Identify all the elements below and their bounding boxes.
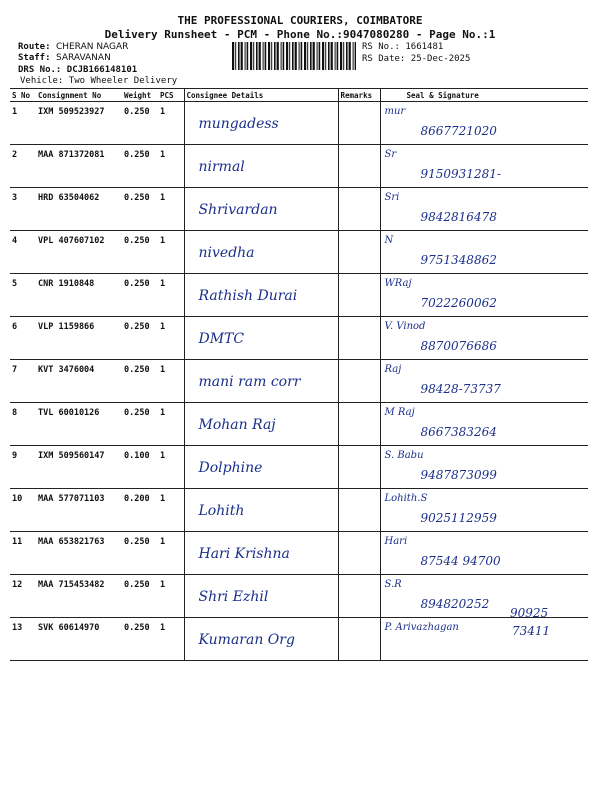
route-value: CHERAN NAGAR <box>55 42 129 52</box>
barcode-bar <box>286 42 288 70</box>
consignment-cell: VLP 1159866 <box>36 317 122 360</box>
consignee-cell <box>184 618 338 661</box>
consignee-name: Lohith <box>198 503 245 519</box>
pcs-cell: 1 <box>158 360 184 403</box>
signature-cell <box>380 145 588 188</box>
table-row <box>10 446 588 489</box>
consignee-name: Hari Krishna <box>198 546 290 562</box>
barcode-bar <box>343 42 344 70</box>
receiver-phone: 9150931281- <box>420 167 501 181</box>
barcode-bar <box>353 42 354 70</box>
remarks-cell <box>338 575 380 618</box>
barcode-bar <box>263 42 264 70</box>
signature-cell <box>380 274 588 317</box>
receiver-phone: 8870076686 <box>420 339 497 353</box>
consignee-name: nirmal <box>198 159 245 175</box>
consignee-cell <box>184 575 338 618</box>
pcs-cell: 1 <box>158 575 184 618</box>
signature: WRaj <box>384 278 412 289</box>
consignee-cell <box>184 102 338 145</box>
consignment-cell: MAA 715453482 <box>36 575 122 618</box>
barcode-bar <box>241 42 243 70</box>
barcode-bar <box>232 42 234 70</box>
barcode-bar <box>253 42 254 70</box>
barcode-bar <box>299 42 300 70</box>
receiver-phone: 9025112959 <box>420 511 497 525</box>
signature-cell <box>380 231 588 274</box>
remarks-cell <box>338 231 380 274</box>
barcode-bar <box>304 42 306 70</box>
rs-date-value: 25-Dec-2025 <box>410 54 471 64</box>
remarks-cell <box>338 489 380 532</box>
barcode-bar <box>238 42 240 70</box>
barcode-bar <box>337 42 339 70</box>
receiver-phone: 8667383264 <box>420 425 497 439</box>
remarks-cell <box>338 532 380 575</box>
sno-cell: 11 <box>10 532 36 575</box>
row13-note-2: 73411 <box>512 624 551 638</box>
consignment-cell: IXM 509523927 <box>36 102 122 145</box>
remarks-cell <box>338 403 380 446</box>
col-header-weight: Weight <box>122 89 158 102</box>
table-row <box>10 360 588 403</box>
barcode-bar <box>259 42 261 70</box>
remarks-cell <box>338 188 380 231</box>
weight-cell: 0.250 <box>122 575 158 618</box>
sno-cell: 2 <box>10 145 36 188</box>
barcode-bar <box>313 42 315 70</box>
receiver-phone: 894820252 <box>420 597 490 611</box>
consignment-cell: CNR 1910848 <box>36 274 122 317</box>
sno-cell: 13 <box>10 618 36 661</box>
barcode-bar <box>245 42 246 70</box>
col-header-sno: S No <box>10 89 36 102</box>
weight-cell: 0.200 <box>122 489 158 532</box>
barcode-bar <box>274 42 276 70</box>
receiver-phone: 98428-73737 <box>420 382 501 396</box>
col-header-remarks: Remarks <box>338 89 380 102</box>
signature: Sri <box>384 192 400 203</box>
table-row <box>10 403 588 446</box>
barcode-bar <box>335 42 336 70</box>
table-row <box>10 188 588 231</box>
barcode-bar <box>310 42 312 70</box>
signature-cell <box>380 188 588 231</box>
barcode-bar <box>355 42 356 70</box>
table-row <box>10 532 588 575</box>
signature-cell <box>380 618 588 661</box>
weight-cell: 0.250 <box>122 102 158 145</box>
remarks-cell <box>338 145 380 188</box>
pcs-cell: 1 <box>158 145 184 188</box>
pcs-cell: 1 <box>158 532 184 575</box>
barcode-bar <box>325 42 326 70</box>
barcode-bar <box>265 42 267 70</box>
barcode-bar <box>301 42 303 70</box>
signature-cell <box>380 360 588 403</box>
consignee-name: Shrivardan <box>198 202 278 218</box>
pcs-cell: 1 <box>158 489 184 532</box>
consignee-cell <box>184 446 338 489</box>
rs-no-label: RS No.: <box>362 42 400 52</box>
signature-cell <box>380 532 588 575</box>
col-header-consignment: Consignment No <box>36 89 122 102</box>
weight-cell: 0.250 <box>122 317 158 360</box>
barcode-bar <box>349 42 351 70</box>
signature: S. Babu <box>384 450 424 461</box>
signature-cell <box>380 575 588 618</box>
consignment-cell: TVL 60010126 <box>36 403 122 446</box>
barcode-bar <box>277 42 279 70</box>
consignee-cell <box>184 188 338 231</box>
barcode-bar <box>295 42 297 70</box>
signature: Hari <box>384 536 408 547</box>
barcode-bar <box>292 42 294 70</box>
barcode-bar <box>289 42 290 70</box>
consignee-cell <box>184 274 338 317</box>
barcode-bar <box>271 42 272 70</box>
barcode <box>232 42 356 70</box>
barcode-bar <box>328 42 330 70</box>
consignment-cell: KVT 3476004 <box>36 360 122 403</box>
sno-cell: 9 <box>10 446 36 489</box>
barcode-bar <box>317 42 318 70</box>
vehicle-label: Vehicle: <box>20 76 64 86</box>
consignee-cell <box>184 360 338 403</box>
sno-cell: 5 <box>10 274 36 317</box>
barcode-bar <box>331 42 333 70</box>
table-row <box>10 274 588 317</box>
rs-no-line <box>362 42 443 52</box>
remarks-cell <box>338 317 380 360</box>
table-header <box>10 89 588 102</box>
table-body <box>10 102 588 661</box>
signature-cell <box>380 403 588 446</box>
sno-cell: 8 <box>10 403 36 446</box>
consignee-cell <box>184 317 338 360</box>
col-header-pcs: PCS <box>158 89 184 102</box>
consignee-name: nivedha <box>198 245 255 261</box>
table-row <box>10 145 588 188</box>
table-row <box>10 575 588 618</box>
consignment-cell: MAA 577071103 <box>36 489 122 532</box>
pcs-cell: 1 <box>158 317 184 360</box>
col-header-signature: Seal & Signature <box>380 89 588 102</box>
signature-cell <box>380 317 588 360</box>
consignee-name: DMTC <box>198 331 245 347</box>
consignee-cell <box>184 231 338 274</box>
consignee-name: Shri Ezhil <box>198 589 269 605</box>
consignee-cell <box>184 145 338 188</box>
weight-cell: 0.250 <box>122 618 158 661</box>
signature: V. Vinod <box>384 321 426 332</box>
receiver-phone: 87544 94700 <box>420 554 501 568</box>
weight-cell: 0.250 <box>122 188 158 231</box>
row13-note-1: 90925 <box>510 606 549 620</box>
barcode-bar <box>340 42 342 70</box>
weight-cell: 0.250 <box>122 231 158 274</box>
barcode-bar <box>319 42 321 70</box>
consignee-name: Kumaran Org <box>198 632 295 648</box>
pcs-cell: 1 <box>158 274 184 317</box>
barcode-bar <box>283 42 285 70</box>
signature: M Raj <box>384 407 415 418</box>
barcode-bar <box>322 42 324 70</box>
sno-cell: 7 <box>10 360 36 403</box>
receiver-phone: 9487873099 <box>420 468 497 482</box>
sno-cell: 3 <box>10 188 36 231</box>
pcs-cell: 1 <box>158 188 184 231</box>
weight-cell: 0.250 <box>122 145 158 188</box>
sno-cell: 1 <box>10 102 36 145</box>
remarks-cell <box>338 446 380 489</box>
table-row <box>10 231 588 274</box>
table-row <box>10 618 588 661</box>
consignee-cell <box>184 403 338 446</box>
sno-cell: 4 <box>10 231 36 274</box>
barcode-bar <box>268 42 270 70</box>
signature: mur <box>384 106 406 117</box>
signature-cell <box>380 489 588 532</box>
sno-cell: 6 <box>10 317 36 360</box>
col-header-consignee: Consignee Details <box>184 89 338 102</box>
rs-date-line <box>362 54 470 64</box>
runsheet-table <box>10 88 588 661</box>
weight-cell: 0.250 <box>122 403 158 446</box>
receiver-phone: 8667721020 <box>420 124 497 138</box>
sno-cell: 12 <box>10 575 36 618</box>
rs-no-value: 1661481 <box>405 42 444 52</box>
signature-cell <box>380 446 588 489</box>
pcs-cell: 1 <box>158 618 184 661</box>
barcode-bar <box>346 42 348 70</box>
staff-line <box>18 53 111 63</box>
signature: Raj <box>384 364 402 375</box>
sno-cell: 10 <box>10 489 36 532</box>
consignee-name: Rathish Durai <box>198 288 298 304</box>
weight-cell: 0.100 <box>122 446 158 489</box>
consignment-cell: SVK 60614970 <box>36 618 122 661</box>
barcode-bar <box>256 42 258 70</box>
staff-value: SARAVANAN <box>55 53 111 63</box>
weight-cell: 0.250 <box>122 532 158 575</box>
signature: N <box>384 235 394 246</box>
remarks-cell <box>338 360 380 403</box>
receiver-phone: 9751348862 <box>420 253 497 267</box>
staff-label: Staff: <box>18 53 51 63</box>
weight-cell: 0.250 <box>122 360 158 403</box>
barcode-bar <box>235 42 236 70</box>
vehicle-line <box>20 76 177 86</box>
consignee-name: mani ram corr <box>198 374 301 390</box>
signature-cell <box>380 102 588 145</box>
barcode-bar <box>250 42 252 70</box>
pcs-cell: 1 <box>158 403 184 446</box>
signature: Sr <box>384 149 397 160</box>
rs-date-label: RS Date: <box>362 54 406 64</box>
signature: S.R <box>384 579 402 590</box>
consignee-name: Dolphine <box>198 460 263 476</box>
vehicle-value: Two Wheeler Delivery <box>68 76 178 86</box>
remarks-cell <box>338 274 380 317</box>
consignment-cell: MAA 871372081 <box>36 145 122 188</box>
signature: Lohith.S <box>384 493 428 504</box>
consignee-cell <box>184 532 338 575</box>
route-label: Route: <box>18 42 51 52</box>
consignment-cell: IXM 509560147 <box>36 446 122 489</box>
pcs-cell: 1 <box>158 446 184 489</box>
weight-cell: 0.250 <box>122 274 158 317</box>
drs-label: DRS No.: <box>18 65 62 75</box>
barcode-bar <box>247 42 249 70</box>
drs-value: DCJB166148101 <box>66 65 138 75</box>
receiver-phone: 7022260062 <box>420 296 497 310</box>
table-row <box>10 102 588 145</box>
consignee-name: Mohan Raj <box>198 417 276 433</box>
barcode-bar <box>281 42 282 70</box>
consignment-cell: MAA 653821763 <box>36 532 122 575</box>
pcs-cell: 1 <box>158 231 184 274</box>
drs-line <box>18 65 137 75</box>
sheet-subtitle: Delivery Runsheet - PCM - Phone No.:9047080280 - Page No.:1 <box>104 28 496 41</box>
pcs-cell: 1 <box>158 102 184 145</box>
consignment-cell: HRD 63504062 <box>36 188 122 231</box>
sheet-title: THE PROFESSIONAL COURIERS, COIMBATORE <box>177 14 423 27</box>
table-row <box>10 489 588 532</box>
consignment-cell: VPL 407607102 <box>36 231 122 274</box>
consignee-name: mungadess <box>198 116 279 132</box>
signature: P. Arivazhagan <box>384 622 459 633</box>
barcode-bar <box>307 42 308 70</box>
route-line <box>18 42 128 52</box>
table-row <box>10 317 588 360</box>
remarks-cell <box>338 618 380 661</box>
consignee-cell <box>184 489 338 532</box>
remarks-cell <box>338 102 380 145</box>
receiver-phone: 9842816478 <box>420 210 497 224</box>
